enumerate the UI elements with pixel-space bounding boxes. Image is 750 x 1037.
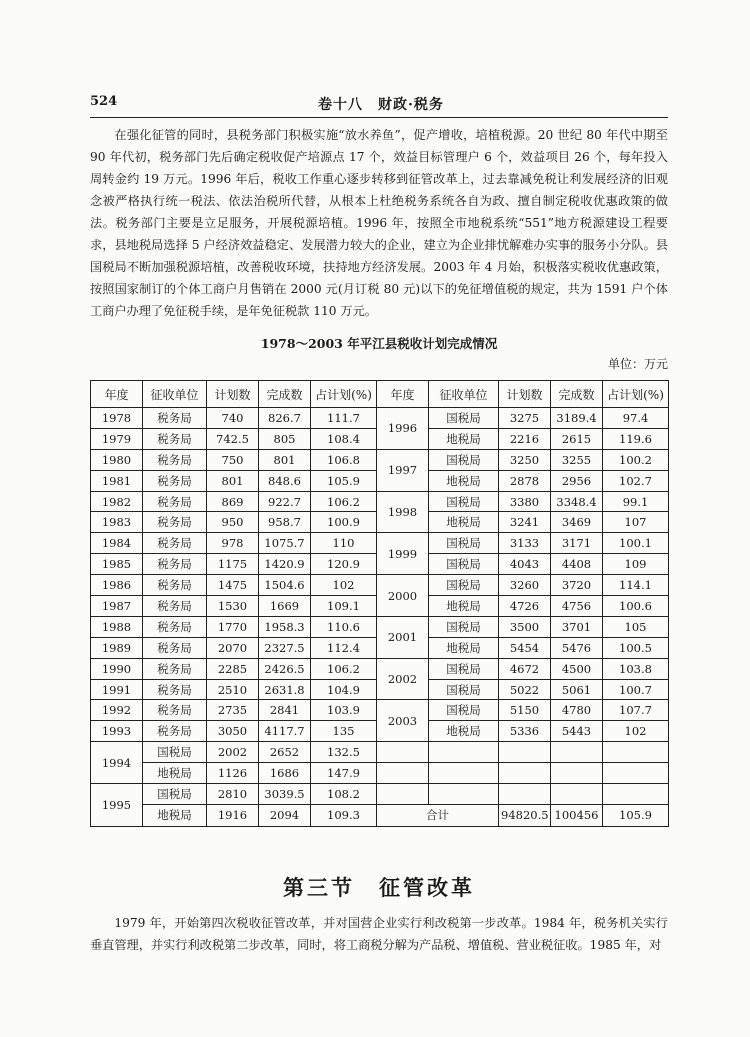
page-number: 524	[90, 94, 118, 109]
done-cell: 2094	[259, 804, 311, 826]
year-cell: 2003	[377, 700, 429, 742]
plan-cell: 740	[207, 408, 259, 429]
year-cell: 1982	[91, 491, 143, 512]
percent-cell: 105.9	[311, 470, 377, 491]
plan-cell: 2070	[207, 637, 259, 658]
done-cell: 1075.7	[259, 533, 311, 554]
year-cell: 1986	[91, 575, 143, 596]
done-cell: 801	[259, 449, 311, 470]
year-cell: 1983	[91, 512, 143, 533]
plan-cell: 978	[207, 533, 259, 554]
collector-cell: 税务局	[143, 512, 207, 533]
plan-cell: 950	[207, 512, 259, 533]
percent-cell: 106.8	[311, 449, 377, 470]
collector-cell: 地税局	[429, 637, 499, 658]
empty-cell	[603, 763, 669, 784]
collector-cell: 地税局	[143, 763, 207, 784]
plan-cell: 801	[207, 470, 259, 491]
done-cell: 3701	[551, 616, 603, 637]
percent-cell: 107.7	[603, 700, 669, 721]
done-cell: 848.6	[259, 470, 311, 491]
collector-cell: 税务局	[143, 616, 207, 637]
done-cell: 805	[259, 428, 311, 449]
percent-cell: 109.3	[311, 804, 377, 826]
percent-cell: 100.2	[603, 449, 669, 470]
done-cell: 3255	[551, 449, 603, 470]
header-cell: 占计划(%)	[603, 381, 669, 408]
empty-cell	[377, 742, 429, 763]
percent-cell: 102	[603, 721, 669, 742]
done-cell: 2841	[259, 700, 311, 721]
plan-cell: 4726	[499, 596, 551, 617]
empty-cell	[603, 742, 669, 763]
total-plan-cell: 94820.5	[499, 804, 551, 826]
collector-cell: 国税局	[429, 533, 499, 554]
plan-cell: 1770	[207, 616, 259, 637]
collector-cell: 税务局	[143, 658, 207, 679]
plan-cell: 3133	[499, 533, 551, 554]
done-cell: 1958.3	[259, 616, 311, 637]
header-cell: 年度	[377, 381, 429, 408]
collector-cell: 税务局	[143, 575, 207, 596]
header-cell: 征收单位	[429, 381, 499, 408]
percent-cell: 120.9	[311, 554, 377, 575]
percent-cell: 114.1	[603, 575, 669, 596]
done-cell: 4408	[551, 554, 603, 575]
done-cell: 2615	[551, 428, 603, 449]
collector-cell: 税务局	[143, 700, 207, 721]
plan-cell: 2002	[207, 742, 259, 763]
percent-cell: 110	[311, 533, 377, 554]
percent-cell: 102	[311, 575, 377, 596]
plan-cell: 5336	[499, 721, 551, 742]
plan-cell: 5454	[499, 637, 551, 658]
done-cell: 4780	[551, 700, 603, 721]
collector-cell: 税务局	[143, 533, 207, 554]
percent-cell: 108.2	[311, 784, 377, 805]
percent-cell: 106.2	[311, 658, 377, 679]
done-cell: 4756	[551, 596, 603, 617]
collector-cell: 国税局	[429, 408, 499, 429]
header-divider	[90, 117, 668, 118]
done-cell: 922.7	[259, 491, 311, 512]
header-cell: 年度	[91, 381, 143, 408]
plan-cell: 3241	[499, 512, 551, 533]
plan-cell: 3260	[499, 575, 551, 596]
collector-cell: 国税局	[429, 700, 499, 721]
collector-cell: 地税局	[429, 721, 499, 742]
plan-cell: 2216	[499, 428, 551, 449]
percent-cell: 109.1	[311, 596, 377, 617]
year-cell: 2002	[377, 658, 429, 700]
year-cell: 1985	[91, 554, 143, 575]
tax-plan-table	[90, 380, 669, 827]
section-heading: 第三节 征管改革	[283, 876, 475, 900]
year-cell: 1995	[91, 784, 143, 827]
empty-cell	[429, 742, 499, 763]
done-cell: 4117.7	[259, 721, 311, 742]
year-cell: 1984	[91, 533, 143, 554]
collector-cell: 税务局	[143, 491, 207, 512]
done-cell: 3348.4	[551, 491, 603, 512]
plan-cell: 750	[207, 449, 259, 470]
header-cell: 占计划(%)	[311, 381, 377, 408]
total-label-cell: 合计	[377, 804, 499, 826]
header-cell: 计划数	[207, 381, 259, 408]
empty-cell	[377, 784, 429, 805]
year-cell: 1987	[91, 596, 143, 617]
done-cell: 2327.5	[259, 637, 311, 658]
table-row	[91, 700, 669, 721]
collector-cell: 国税局	[429, 449, 499, 470]
percent-cell: 147.9	[311, 763, 377, 784]
percent-cell: 110.6	[311, 616, 377, 637]
percent-cell: 100.9	[311, 512, 377, 533]
collector-cell: 国税局	[429, 679, 499, 700]
plan-cell: 1530	[207, 596, 259, 617]
table-unit-note: 单位：万元	[607, 357, 668, 371]
year-cell: 1997	[377, 449, 429, 491]
empty-cell	[377, 763, 429, 784]
year-cell: 1980	[91, 449, 143, 470]
empty-cell	[551, 784, 603, 805]
year-cell: 1981	[91, 470, 143, 491]
year-cell: 1996	[377, 408, 429, 450]
table-title: 1978～2003 年平江县税收计划完成情况	[260, 336, 498, 351]
percent-cell: 106.2	[311, 491, 377, 512]
table-row	[91, 784, 669, 805]
table-row	[91, 742, 669, 763]
plan-cell: 1175	[207, 554, 259, 575]
done-cell: 3189.4	[551, 408, 603, 429]
year-cell: 1979	[91, 428, 143, 449]
intro-paragraph: 在强化征管的同时，县税务部门积极实施“放水养鱼”，促产增收，培植税源。20 世纪 80 年代中期至 90 年代初，税务部门先后确定税收促产培源点 17 个，效益目标管理户 6 个，效益项目 26 个，每年投入周转金约 19 万元。1996 年后，税收工作重心逐步转移到征管改革上，过去靠减免税让利发展经济的旧观念被严格执行统一税法、依法治税所代替，从根本上杜绝税务系统各自为政、擅自制定税收优惠政策的做法。税务部门主要是立足服务，开展税源培植。1996 年，按照全市地税系统“551”地方税源建设工程要求，县地税局选择 5 户经济效益稳定、发展潜力较大的企业，建立为企业排忧解难办实事的服务小分队。县国税局不断加强税源培植，改善税收环境，扶持地方经济发展。2003 年 4 月始，积极落实税收优惠政策，按照国家制订的个体工商户月售销在 2000 元(月订税 80 元)以下的免征增值税的规定，共为 1591 户个体工商户办理了免征税手续，是年免征税款 110 万元。	[90, 128, 668, 318]
percent-cell: 135	[311, 721, 377, 742]
plan-cell: 2878	[499, 470, 551, 491]
year-cell: 1998	[377, 491, 429, 533]
done-cell: 5476	[551, 637, 603, 658]
year-cell: 1990	[91, 658, 143, 679]
collector-cell: 税务局	[143, 721, 207, 742]
collector-cell: 地税局	[429, 596, 499, 617]
plan-cell: 5150	[499, 700, 551, 721]
empty-cell	[429, 784, 499, 805]
empty-cell	[499, 784, 551, 805]
year-cell: 1999	[377, 533, 429, 575]
percent-cell: 132.5	[311, 742, 377, 763]
percent-cell: 103.8	[603, 658, 669, 679]
total-done-cell: 100456	[551, 804, 603, 826]
year-cell: 2001	[377, 616, 429, 658]
percent-cell: 97.4	[603, 408, 669, 429]
percent-cell: 105	[603, 616, 669, 637]
plan-cell: 2510	[207, 679, 259, 700]
year-cell: 1989	[91, 637, 143, 658]
table-row	[91, 575, 669, 596]
percent-cell: 102.7	[603, 470, 669, 491]
collector-cell: 税务局	[143, 637, 207, 658]
table-row	[91, 449, 669, 470]
header-cell: 征收单位	[143, 381, 207, 408]
percent-cell: 100.7	[603, 679, 669, 700]
collector-cell: 国税局	[429, 575, 499, 596]
done-cell: 3039.5	[259, 784, 311, 805]
percent-cell: 100.1	[603, 533, 669, 554]
header-cell: 完成数	[259, 381, 311, 408]
plan-cell: 869	[207, 491, 259, 512]
plan-cell: 2810	[207, 784, 259, 805]
collector-cell: 国税局	[429, 616, 499, 637]
done-cell: 2652	[259, 742, 311, 763]
year-cell: 1993	[91, 721, 143, 742]
plan-cell: 5022	[499, 679, 551, 700]
done-cell: 5061	[551, 679, 603, 700]
done-cell: 3469	[551, 512, 603, 533]
plan-cell: 4043	[499, 554, 551, 575]
collector-cell: 国税局	[429, 491, 499, 512]
section-paragraph: 1979 年，开始第四次税收征管改革，并对国营企业实行利改税第一步改革。1984 年，税务机关实行垂直管理，并实行利改税第二步改革，同时，将工商税分解为产品税、增值税、营业税征收。1985 年，对	[90, 916, 668, 952]
percent-cell: 119.6	[603, 428, 669, 449]
table-row	[91, 763, 669, 784]
year-cell: 1992	[91, 700, 143, 721]
done-cell: 2631.8	[259, 679, 311, 700]
plan-cell: 1126	[207, 763, 259, 784]
collector-cell: 税务局	[143, 428, 207, 449]
table-row	[91, 616, 669, 637]
empty-cell	[551, 742, 603, 763]
plan-cell: 3500	[499, 616, 551, 637]
done-cell: 1504.6	[259, 575, 311, 596]
year-cell: 1991	[91, 679, 143, 700]
collector-cell: 国税局	[143, 784, 207, 805]
table-row	[91, 408, 669, 429]
collector-cell: 税务局	[143, 408, 207, 429]
collector-cell: 国税局	[143, 742, 207, 763]
plan-cell: 3380	[499, 491, 551, 512]
year-cell: 1978	[91, 408, 143, 429]
plan-cell: 3275	[499, 408, 551, 429]
collector-cell: 地税局	[429, 428, 499, 449]
year-cell: 1994	[91, 742, 143, 784]
collector-cell: 税务局	[143, 449, 207, 470]
percent-cell: 104.9	[311, 679, 377, 700]
collector-cell: 地税局	[429, 512, 499, 533]
plan-cell: 3050	[207, 721, 259, 742]
done-cell: 2426.5	[259, 658, 311, 679]
percent-cell: 108.4	[311, 428, 377, 449]
plan-cell: 3250	[499, 449, 551, 470]
total-percent-cell: 105.9	[603, 804, 669, 826]
percent-cell: 107	[603, 512, 669, 533]
done-cell: 958.7	[259, 512, 311, 533]
collector-cell: 地税局	[429, 470, 499, 491]
collector-cell: 国税局	[429, 658, 499, 679]
plan-cell: 1916	[207, 804, 259, 826]
collector-cell: 税务局	[143, 596, 207, 617]
percent-cell: 109	[603, 554, 669, 575]
done-cell: 1420.9	[259, 554, 311, 575]
empty-cell	[429, 763, 499, 784]
plan-cell: 742.5	[207, 428, 259, 449]
percent-cell: 111.7	[311, 408, 377, 429]
percent-cell: 99.1	[603, 491, 669, 512]
header-cell: 完成数	[551, 381, 603, 408]
header-cell: 计划数	[499, 381, 551, 408]
done-cell: 5443	[551, 721, 603, 742]
collector-cell: 税务局	[143, 554, 207, 575]
done-cell: 1669	[259, 596, 311, 617]
table-row	[91, 804, 669, 826]
year-cell: 2000	[377, 575, 429, 617]
done-cell: 1686	[259, 763, 311, 784]
collector-cell: 国税局	[429, 554, 499, 575]
empty-cell	[499, 763, 551, 784]
table-row	[91, 658, 669, 679]
done-cell: 2956	[551, 470, 603, 491]
plan-cell: 2285	[207, 658, 259, 679]
done-cell: 3720	[551, 575, 603, 596]
page-header	[90, 94, 668, 116]
plan-cell: 2735	[207, 700, 259, 721]
percent-cell: 100.6	[603, 596, 669, 617]
year-cell: 1988	[91, 616, 143, 637]
percent-cell: 103.9	[311, 700, 377, 721]
collector-cell: 税务局	[143, 679, 207, 700]
done-cell: 4500	[551, 658, 603, 679]
percent-cell: 112.4	[311, 637, 377, 658]
percent-cell: 100.5	[603, 637, 669, 658]
table-row	[91, 491, 669, 512]
table-row	[91, 533, 669, 554]
collector-cell: 地税局	[143, 804, 207, 826]
empty-cell	[603, 784, 669, 805]
done-cell: 826.7	[259, 408, 311, 429]
empty-cell	[499, 742, 551, 763]
running-title: 卷十八 财政·税务	[318, 97, 444, 113]
table-header-row	[91, 381, 669, 408]
empty-cell	[551, 763, 603, 784]
plan-cell: 4672	[499, 658, 551, 679]
done-cell: 3171	[551, 533, 603, 554]
table-body	[91, 408, 669, 827]
collector-cell: 税务局	[143, 470, 207, 491]
plan-cell: 1475	[207, 575, 259, 596]
